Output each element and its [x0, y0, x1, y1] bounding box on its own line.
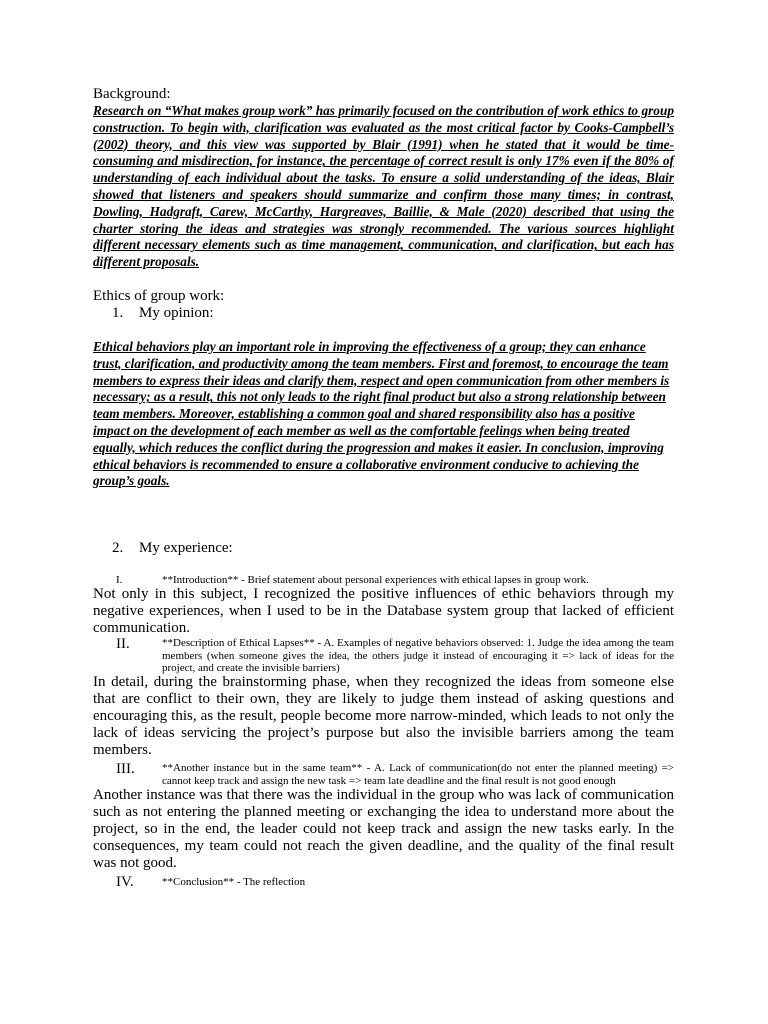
opinion-paragraph: Ethical behaviors play an important role in improving the effectiveness of a group; they can enhance trust, clarification, and productivity among the team members. First and foremost, to encourage the team members to express their ideas and clarify them, respect and open communication from other members is necessary; as a result, this not only leads to the right final product but also a strong relationship between team members. Moreover, establishing a common goal and shared responsibility also has a positive impact on the development of each member as well as the comfortable feelings when being treated equally, which reduces the conflict during the progression and makes it easier. In conclusion, improving ethical behaviors is recommended to ensure a collaborative environment conducive to achieving the group’s goals. — [93, 338, 670, 489]
experience-paragraph: Not only in this subject, I recognized the positive influences of ethic behaviors through my negative experiences, when I used to be in the Database system group that lacked of efficient communication. — [93, 586, 674, 637]
outline-item — [93, 574, 674, 586]
ethics-heading: Ethics of group work: — [93, 287, 225, 304]
background-paragraph: Research on “What makes group work” has primarily focused on the contribution of work ethics to group construction. To begin with, clarification was evaluated as the most critical factor by Cooks-Campbell’s (2002) theory, and this view was supported by Blair (1991) when he stated that it would be time-consuming and misdirection, for instance, the percentage of correct result is only 17% even if the 80% of understanding of each individual about the tasks. To ensure a solid understanding of the ideas, Blair showed that listeners and speakers should summarize and confirm those many times; in contrast, Dowling, Hadgraft, Carew, McCarthy, Hargreaves, Baillie, & Male (2020) described that using the charter storing the ideas and strategies was strongly recommended. The various sources highlight different necessary elements such as time management, communication, and clarification, but each has different proposals. — [93, 103, 674, 270]
list-item-opinion — [93, 305, 674, 322]
outline-text: **Another instance but in the same team** - A. Lack of communication(do not enter the planned meeting) => cannot keep track and assign the new task => team late deadline and the final result is not good enough — [162, 762, 674, 787]
outline-item — [93, 762, 674, 787]
roman-numeral: IV. — [116, 873, 134, 890]
outline-item — [93, 874, 674, 891]
list-item-label: My opinion: — [139, 304, 214, 321]
roman-numeral: I. — [116, 574, 123, 587]
document-page — [93, 86, 674, 891]
list-number: 2. — [112, 540, 124, 557]
list-item-experience — [93, 540, 674, 557]
roman-numeral: III. — [116, 761, 135, 778]
experience-paragraph: Another instance was that there was the individual in the group who was lack of communication such as not entering the planned meeting or exchanging the idea to understand more about the project, so in the end, the leader could not keep track and assign the new tasks early. In the consequences, my team could not reach the given deadline, and the quality of the final result was not good. — [93, 786, 674, 871]
list-number: 1. — [112, 304, 124, 321]
outline-text: **Conclusion** - The reflection — [162, 875, 306, 888]
outline-item — [93, 637, 674, 674]
outline-text: **Introduction** - Brief statement about personal experiences with ethical lapses in group work. — [162, 574, 589, 587]
roman-numeral: II. — [116, 636, 130, 653]
background-heading: Background: — [93, 86, 171, 102]
list-item-label: My experience: — [139, 540, 233, 557]
experience-paragraph: In detail, during the brainstorming phase, when they recognized the ideas from someone else that are conflict to their own, they are likely to judge them instead of asking questions and encouraging this, as the result, people become more narrow-minded, which leads to not only the lack of ideas servicing the project’s purpose but also the invisible barriers among the team members. — [93, 674, 674, 759]
outline-text: **Description of Ethical Lapses** - A. Examples of negative behaviors observed: 1. Judge the idea among the team members (when someone gives the idea, the others judge it instead of encouraging it => lack of ideas for the project, and create the invisible barriers) — [162, 637, 674, 675]
